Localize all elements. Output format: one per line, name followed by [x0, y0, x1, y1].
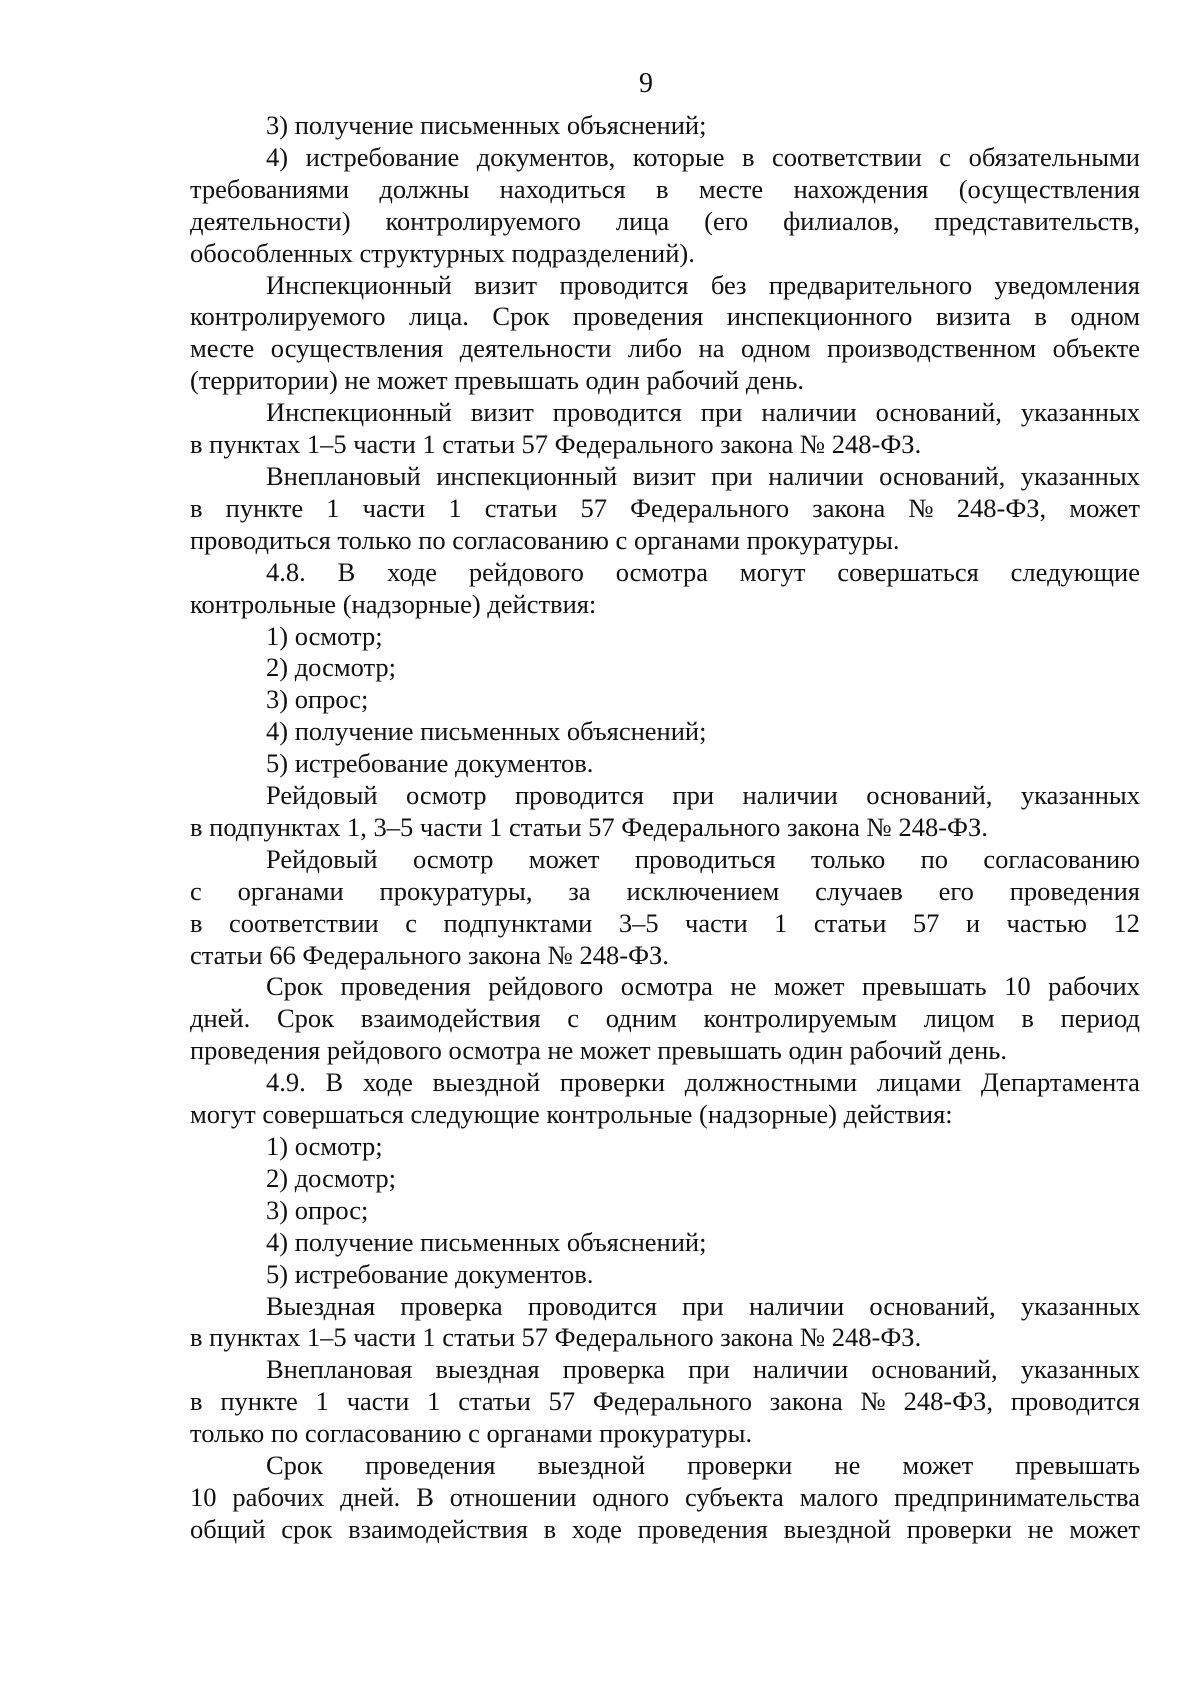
text-line: проведения рейдового осмотра не может превышать один рабочий день.: [190, 1035, 1007, 1066]
text-line: в пункте 1 части 1 статьи 57 Федерального закона № 248-ФЗ, может: [190, 492, 1140, 523]
text-line: (территории) не может превышать один рабочий день.: [190, 365, 805, 396]
list-item: 3) опрос;: [266, 1194, 369, 1225]
text-line: месте осуществления деятельности либо на одном производственном объекте: [190, 333, 1140, 364]
text-line: Выездная проверка проводится при наличии оснований, указанных: [266, 1290, 1140, 1321]
list-item: 2) досмотр;: [266, 652, 397, 683]
text-line: Рейдовый осмотр проводится при наличии оснований, указанных: [266, 780, 1140, 811]
text-line: Инспекционный визит проводится при наличии оснований, указанных: [266, 397, 1140, 428]
text-line: контрольные (надзорные) действия:: [190, 588, 597, 619]
text-line: Инспекционный визит проводится без предварительного уведомления: [266, 269, 1140, 300]
list-item: 4) получение письменных объяснений;: [266, 716, 707, 747]
text-line: в соответствии с подпунктами 3–5 части 1 статьи 57 и частью 12: [190, 907, 1140, 938]
page-number: 9: [639, 68, 653, 99]
text-line: с органами прокуратуры, за исключением случаев его проведения: [190, 875, 1140, 906]
text-line: Рейдовый осмотр может проводиться только по согласованию: [266, 843, 1140, 874]
text-line: дней. Срок взаимодействия с одним контролируемым лицом в период: [190, 1003, 1140, 1034]
text-line: обособленных структурных подразделений).: [190, 237, 695, 268]
text-line: в пунктах 1–5 части 1 статьи 57 Федерального закона № 248-ФЗ.: [190, 429, 922, 460]
text-line: статьи 66 Федерального закона № 248-ФЗ.: [190, 939, 669, 970]
text-line: 4.8. В ходе рейдового осмотра могут совершаться следующие: [266, 556, 1140, 587]
list-item: 2) досмотр;: [266, 1162, 397, 1193]
text-line: Внеплановая выездная проверка при наличии оснований, указанных: [266, 1354, 1140, 1385]
text-line: в подпунктах 1, 3–5 части 1 статьи 57 Федерального закона № 248-ФЗ.: [190, 811, 988, 842]
text-line: контролируемого лица. Срок проведения инспекционного визита в одном: [190, 301, 1140, 332]
text-line: требованиями должны находиться в месте нахождения (осуществления: [190, 173, 1140, 204]
text-line: могут совершаться следующие контрольные (надзорные) действия:: [190, 1099, 953, 1130]
text-line: проводиться только по согласованию с органами прокуратуры.: [190, 524, 900, 555]
text-line: 10 рабочих дней. В отношении одного субъекта малого предпринимательства: [190, 1481, 1140, 1512]
list-item: 1) осмотр;: [266, 620, 383, 651]
text-line: 4) истребование документов, которые в соответствии с обязательными: [266, 141, 1140, 172]
list-item: 5) истребование документов.: [266, 748, 594, 779]
document-body: [190, 110, 1140, 1546]
text-line: в пунктах 1–5 части 1 статьи 57 Федерального закона № 248-ФЗ.: [190, 1322, 922, 1353]
text-line: Срок проведения рейдового осмотра не может превышать 10 рабочих: [266, 971, 1140, 1002]
text-line: деятельности) контролируемого лица (его филиалов, представительств,: [190, 205, 1140, 236]
list-item: 4) получение письменных объяснений;: [266, 1226, 707, 1257]
text-line: общий срок взаимодействия в ходе проведения выездной проверки не может: [190, 1513, 1140, 1544]
text-line: только по согласованию с органами прокуратуры.: [190, 1418, 753, 1449]
text-line: в пункте 1 части 1 статьи 57 Федерального закона № 248-ФЗ, проводится: [190, 1386, 1140, 1417]
text-line: 4.9. В ходе выездной проверки должностными лицами Департамента: [266, 1067, 1140, 1098]
text-line: Внеплановый инспекционный визит при наличии оснований, указанных: [266, 460, 1140, 491]
list-item: 1) осмотр;: [266, 1131, 383, 1161]
list-item: 5) истребование документов.: [266, 1258, 594, 1289]
text-line: 3) получение письменных объяснений;: [266, 110, 707, 140]
text-line: Срок проведения выездной проверки не может превышать: [266, 1450, 1140, 1481]
list-item: 3) опрос;: [266, 684, 369, 715]
